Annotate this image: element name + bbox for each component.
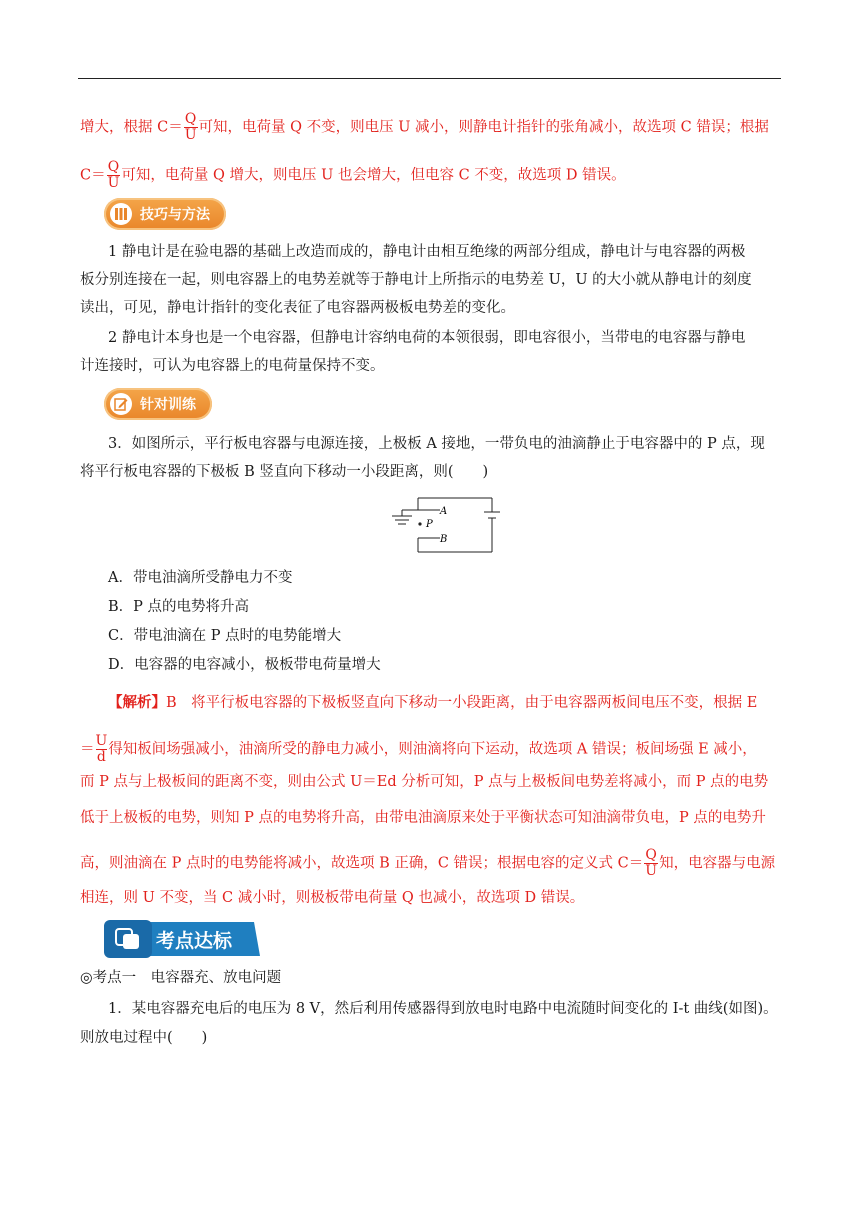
plate-a-label: A xyxy=(440,506,448,517)
tips-paragraph-1-line-2: 板分别连接在一起，则电容器上的电势差就等于静电计上所指示的电势差 U，U 的大小就从静电计的刻度 xyxy=(80,272,752,288)
frac-num: Q xyxy=(184,111,197,127)
training-badge-label: 针对训练 xyxy=(140,397,196,413)
text-run: C＝ xyxy=(80,167,106,184)
analysis-line-2 xyxy=(80,734,782,765)
frac-num: U xyxy=(95,733,108,749)
header-rule xyxy=(78,78,781,79)
option-a: A．带电油滴所受静电力不变 xyxy=(108,570,293,586)
frac-den: U xyxy=(107,175,120,191)
copy-icon xyxy=(114,927,142,955)
section-badge xyxy=(104,920,260,958)
text-run: 知，电容器与电源 xyxy=(659,855,776,872)
fraction-u-over-d xyxy=(96,734,108,765)
analysis-line-5 xyxy=(80,848,782,879)
text-run: 可知，电荷量 Q 不变，则电压 U 减小，则静电计指针的张角减小，故选项 C 错误；根据 xyxy=(198,119,769,136)
analysis-answer: B xyxy=(166,695,177,711)
fraction-q-over-u xyxy=(644,848,658,879)
frac-num: Q xyxy=(645,847,657,863)
text-run: ＝ xyxy=(80,741,95,758)
option-d: D．电容器的电容减小，极板带电荷量增大 xyxy=(108,657,381,673)
question-3-line-2: 将平行板电容器的下极板 B 竖直向下移动一小段距离，则( ) xyxy=(80,464,489,480)
section-badge-label: 考点达标 xyxy=(156,930,233,952)
tips-badge-label: 技巧与方法 xyxy=(140,207,210,223)
tips-badge xyxy=(104,198,226,230)
question-1-line-1: 1．某电容器充电后的电压为 8 V，然后利用传感器得到放电时电路中电流随时间变化的 I-t 曲线(如图)。 xyxy=(108,1001,778,1017)
point-p-label: P xyxy=(426,519,433,530)
capacitor-circuit-figure xyxy=(384,490,504,558)
training-badge xyxy=(104,388,212,420)
text-run: 可知，电荷量 Q 增大，则电压 U 也会增大，但电容 C 不变，故选项 D 错误。 xyxy=(121,167,626,184)
section-heading: ◎考点一 电容器充、放电问题 xyxy=(80,970,282,986)
frac-den: U xyxy=(645,863,658,879)
tips-paragraph-2-line-1: 2 静电计本身也是一个电容器，但静电计容纳电荷的本领很弱，即电容很小，当带电的电容器与静电 xyxy=(108,330,746,346)
text-run: 增大，根据 C＝ xyxy=(80,119,183,136)
books-icon xyxy=(110,203,132,225)
fraction-q-over-u xyxy=(184,112,198,143)
text-run: 高，则油滴在 P 点时的电势能将减小，故选项 B 正确，C 错误；根据电容的定义式 C＝ xyxy=(80,855,644,872)
oil-drop-point xyxy=(418,522,421,525)
question-3-line-1: 3．如图所示，平行板电容器与电源连接，上极板 A 接地，一带负电的油滴静止于电容器中的 P 点，现 xyxy=(108,436,765,452)
prev-explanation-line-1 xyxy=(80,112,782,143)
frac-den: d xyxy=(96,749,106,765)
frac-num: Q xyxy=(107,159,120,175)
prev-explanation-line-2 xyxy=(80,160,782,191)
analysis-tag: 【解析】 xyxy=(108,694,166,711)
tips-paragraph-2-line-2: 计连接时，可认为电容器上的电荷量保持不变。 xyxy=(80,358,385,374)
analysis-line-3: 而 P 点与上极板间的距离不变，则由公式 U＝Ed 分析可知，P 点与上极板间电势差将减小，而 P 点的电势 xyxy=(80,774,769,790)
fraction-q-over-u xyxy=(107,160,121,191)
text-run: 将平行板电容器的下极板竖直向下移动一小段距离，由于电容器两板间电压不变，根据 E xyxy=(176,695,758,711)
text-run: 得知板间场强减小，油滴所受的静电力减小，则油滴将向下运动，故选项 A 错误；板间场强 E 减小， xyxy=(108,741,757,758)
analysis-line-1 xyxy=(108,693,782,713)
analysis-line-4: 低于上极板的电势，则知 P 点的电势将升高，由带电油滴原来处于平衡状态可知油滴带负电，P 点的电势升 xyxy=(80,810,766,826)
tips-paragraph-1-line-3: 读出，可见，静电计指针的变化表征了电容器两极板电势差的变化。 xyxy=(80,300,515,316)
analysis-line-6: 相连，则 U 不变，当 C 减小时，则极板带电荷量 Q 也减小，故选项 D 错误。 xyxy=(80,890,585,906)
option-c: C．带电油滴在 P 点时的电势能增大 xyxy=(108,628,342,644)
tips-paragraph-1-line-1: 1 静电计是在验电器的基础上改造而成的，静电计由相互绝缘的两部分组成，静电计与电容器的两极 xyxy=(108,244,746,260)
question-1-line-2: 则放电过程中( ) xyxy=(80,1030,208,1046)
frac-den: U xyxy=(184,127,197,143)
plate-b-label: B xyxy=(440,534,448,545)
edit-icon xyxy=(110,393,132,415)
option-b: B．P 点的电势将升高 xyxy=(108,599,250,615)
